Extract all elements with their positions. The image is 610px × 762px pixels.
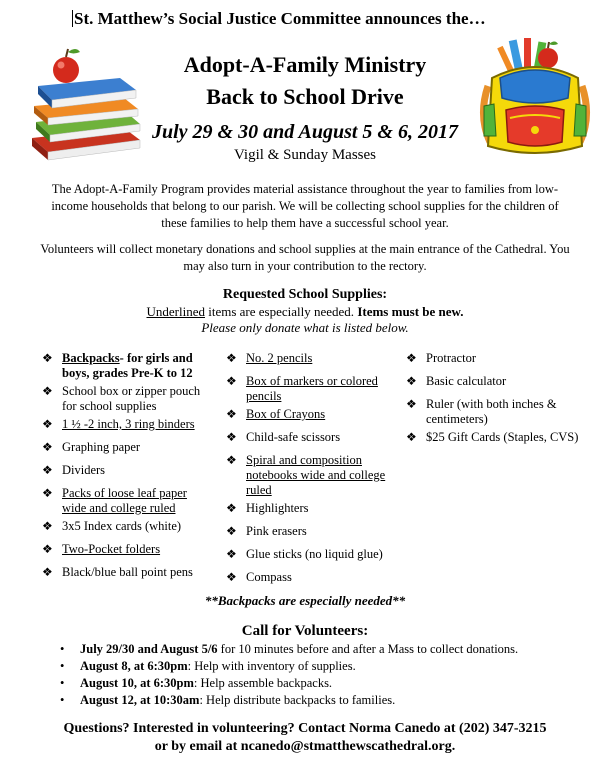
supply-item-text: Pink erasers (246, 524, 307, 538)
contact-line-2: or by email at ncanedo@stmatthewscathedral.org. (154, 739, 456, 754)
requested-supplies-heading: Requested School Supplies: (222, 287, 388, 302)
supply-item (224, 547, 394, 562)
supply-item-text: Highlighters (246, 501, 309, 515)
event-masses: Vigil & Sunday Masses (233, 147, 377, 163)
volunteer-task: : Help assemble backpacks. (193, 676, 333, 690)
supply-item (40, 565, 210, 580)
text-cursor (72, 10, 73, 27)
supply-item-text: Compass (246, 570, 292, 584)
supply-item-text: Basic calculator (426, 374, 507, 388)
volunteer-item (58, 675, 578, 692)
supply-item (40, 351, 210, 381)
volunteer-item (58, 658, 578, 675)
supply-item-text: Dividers (62, 463, 106, 477)
diamond-bullet-icon: ❖ (226, 407, 237, 421)
title-line-1: Adopt-A-Family Ministry (183, 52, 427, 77)
bullet-dot-icon: • (60, 642, 65, 656)
volunteer-task: : Help with inventory of supplies. (187, 659, 356, 673)
supply-item (224, 453, 394, 498)
supply-item (40, 486, 210, 516)
volunteer-list (58, 641, 578, 709)
underlined-word: Underlined (146, 304, 205, 319)
volunteer-date: August 12, at 10:30am (80, 693, 200, 707)
supply-item-text: 3x5 Index cards (white) (62, 519, 182, 533)
supply-item (40, 440, 210, 455)
volunteer-date: July 29/30 and August 5/6 (80, 642, 218, 656)
bullet-dot-icon: • (60, 659, 65, 673)
supply-item-text: Spiral and composition notebooks wide and college ruled (246, 453, 386, 497)
diamond-bullet-icon: ❖ (226, 453, 237, 467)
subtitle-rest: items are especially needed. (204, 304, 358, 319)
supply-item (404, 430, 589, 445)
supply-item-text: $25 Gift Cards (Staples, CVS) (426, 430, 579, 444)
diamond-bullet-icon: ❖ (406, 351, 417, 365)
supply-item (404, 374, 589, 389)
diamond-bullet-icon: ❖ (42, 384, 53, 398)
supply-item-text: Two-Pocket folders (62, 542, 161, 556)
diamond-bullet-icon: ❖ (42, 440, 53, 454)
supply-item (40, 417, 210, 432)
supply-item-text: Graphing paper (62, 440, 141, 454)
diamond-bullet-icon: ❖ (42, 519, 53, 533)
diamond-bullet-icon: ❖ (226, 374, 237, 388)
supply-item-text: 1 ½ -2 inch, 3 ring binders (62, 417, 195, 431)
diamond-bullet-icon: ❖ (42, 542, 53, 556)
supplies-column-1 (40, 351, 210, 580)
supply-item-detail: - for girls and boys, grades Pre-K to 12 (62, 351, 193, 380)
diamond-bullet-icon: ❖ (226, 570, 237, 584)
supply-item (224, 351, 394, 366)
diamond-bullet-icon: ❖ (406, 397, 417, 411)
supply-item-text: Packs of loose leaf paper wide and college ruled (62, 486, 187, 515)
supply-item (40, 463, 210, 478)
supply-item-text: Ruler (with both inches & centimeters) (426, 397, 557, 426)
supply-item-text: Backpacks (62, 351, 120, 365)
supply-item (224, 501, 394, 516)
supply-item (224, 407, 394, 422)
supply-item-text: Protractor (426, 351, 476, 365)
volunteer-task: for 10 minutes before and after a Mass to collect donations. (217, 642, 519, 656)
diamond-bullet-icon: ❖ (226, 524, 237, 538)
diamond-bullet-icon: ❖ (42, 565, 53, 579)
supply-item (40, 542, 210, 557)
collection-info: Volunteers will collect monetary donations and school supplies at the main entrance of the Cathedral. You may also turn in your contribution to the rectory. (40, 242, 570, 273)
diamond-bullet-icon: ❖ (42, 417, 53, 431)
supply-item (40, 384, 210, 414)
supply-item-text: Child-safe scissors (246, 430, 341, 444)
diamond-bullet-icon: ❖ (226, 351, 237, 365)
volunteer-item (58, 641, 578, 658)
supplies-column-2 (224, 351, 394, 585)
supply-item (404, 397, 589, 427)
diamond-bullet-icon: ❖ (42, 463, 53, 477)
supply-item (224, 430, 394, 445)
supply-item-text: Black/blue ball point pens (62, 565, 193, 579)
title-line-2: Back to School Drive (206, 84, 404, 109)
volunteer-task: : Help distribute backpacks to families. (199, 693, 396, 707)
supply-item-text: Box of markers or colored pencils (246, 374, 378, 403)
bullet-dot-icon: • (60, 693, 65, 707)
volunteer-date: August 8, at 6:30pm (80, 659, 188, 673)
diamond-bullet-icon: ❖ (406, 430, 417, 444)
diamond-bullet-icon: ❖ (406, 374, 417, 388)
bullet-dot-icon: • (60, 676, 65, 690)
supply-item (224, 374, 394, 404)
backpack-note: **Backpacks are especially needed** (204, 593, 406, 608)
volunteer-date: August 10, at 6:30pm (80, 676, 194, 690)
supply-item (224, 570, 394, 585)
donate-note: Please only donate what is listed below. (201, 320, 409, 335)
contact-line-1: Questions? Interested in volunteering? Contact Norma Canedo at (202) 347-3215 (63, 721, 547, 736)
items-new-note: Items must be new. (357, 304, 464, 319)
program-description: The Adopt-A-Family Program provides material assistance throughout the year to families from low-income households that belong to our parish. We will be collecting school supplies for the children of these families to help them have a successful school year. (51, 182, 559, 230)
diamond-bullet-icon: ❖ (226, 501, 237, 515)
supply-item (224, 524, 394, 539)
volunteer-item (58, 692, 578, 709)
diamond-bullet-icon: ❖ (42, 351, 53, 365)
announcement-text: St. Matthew’s Social Justice Committee announces the… (74, 9, 486, 28)
diamond-bullet-icon: ❖ (226, 430, 237, 444)
supply-item-text: No. 2 pencils (246, 351, 313, 365)
supply-item-text: Glue sticks (no liquid glue) (246, 547, 383, 561)
diamond-bullet-icon: ❖ (226, 547, 237, 561)
supply-item (40, 519, 210, 534)
requested-supplies-subtitle (0, 304, 610, 320)
supply-item-text: Box of Crayons (246, 407, 326, 421)
volunteers-heading: Call for Volunteers: (241, 623, 369, 639)
announcement-line (72, 9, 486, 29)
contact-info (0, 720, 610, 756)
supply-item (404, 351, 589, 366)
event-dates: July 29 & 30 and August 5 & 6, 2017 (152, 121, 458, 143)
diamond-bullet-icon: ❖ (42, 486, 53, 500)
supply-item-text: School box or zipper pouch for school supplies (62, 384, 201, 413)
supplies-column-3 (404, 351, 589, 445)
